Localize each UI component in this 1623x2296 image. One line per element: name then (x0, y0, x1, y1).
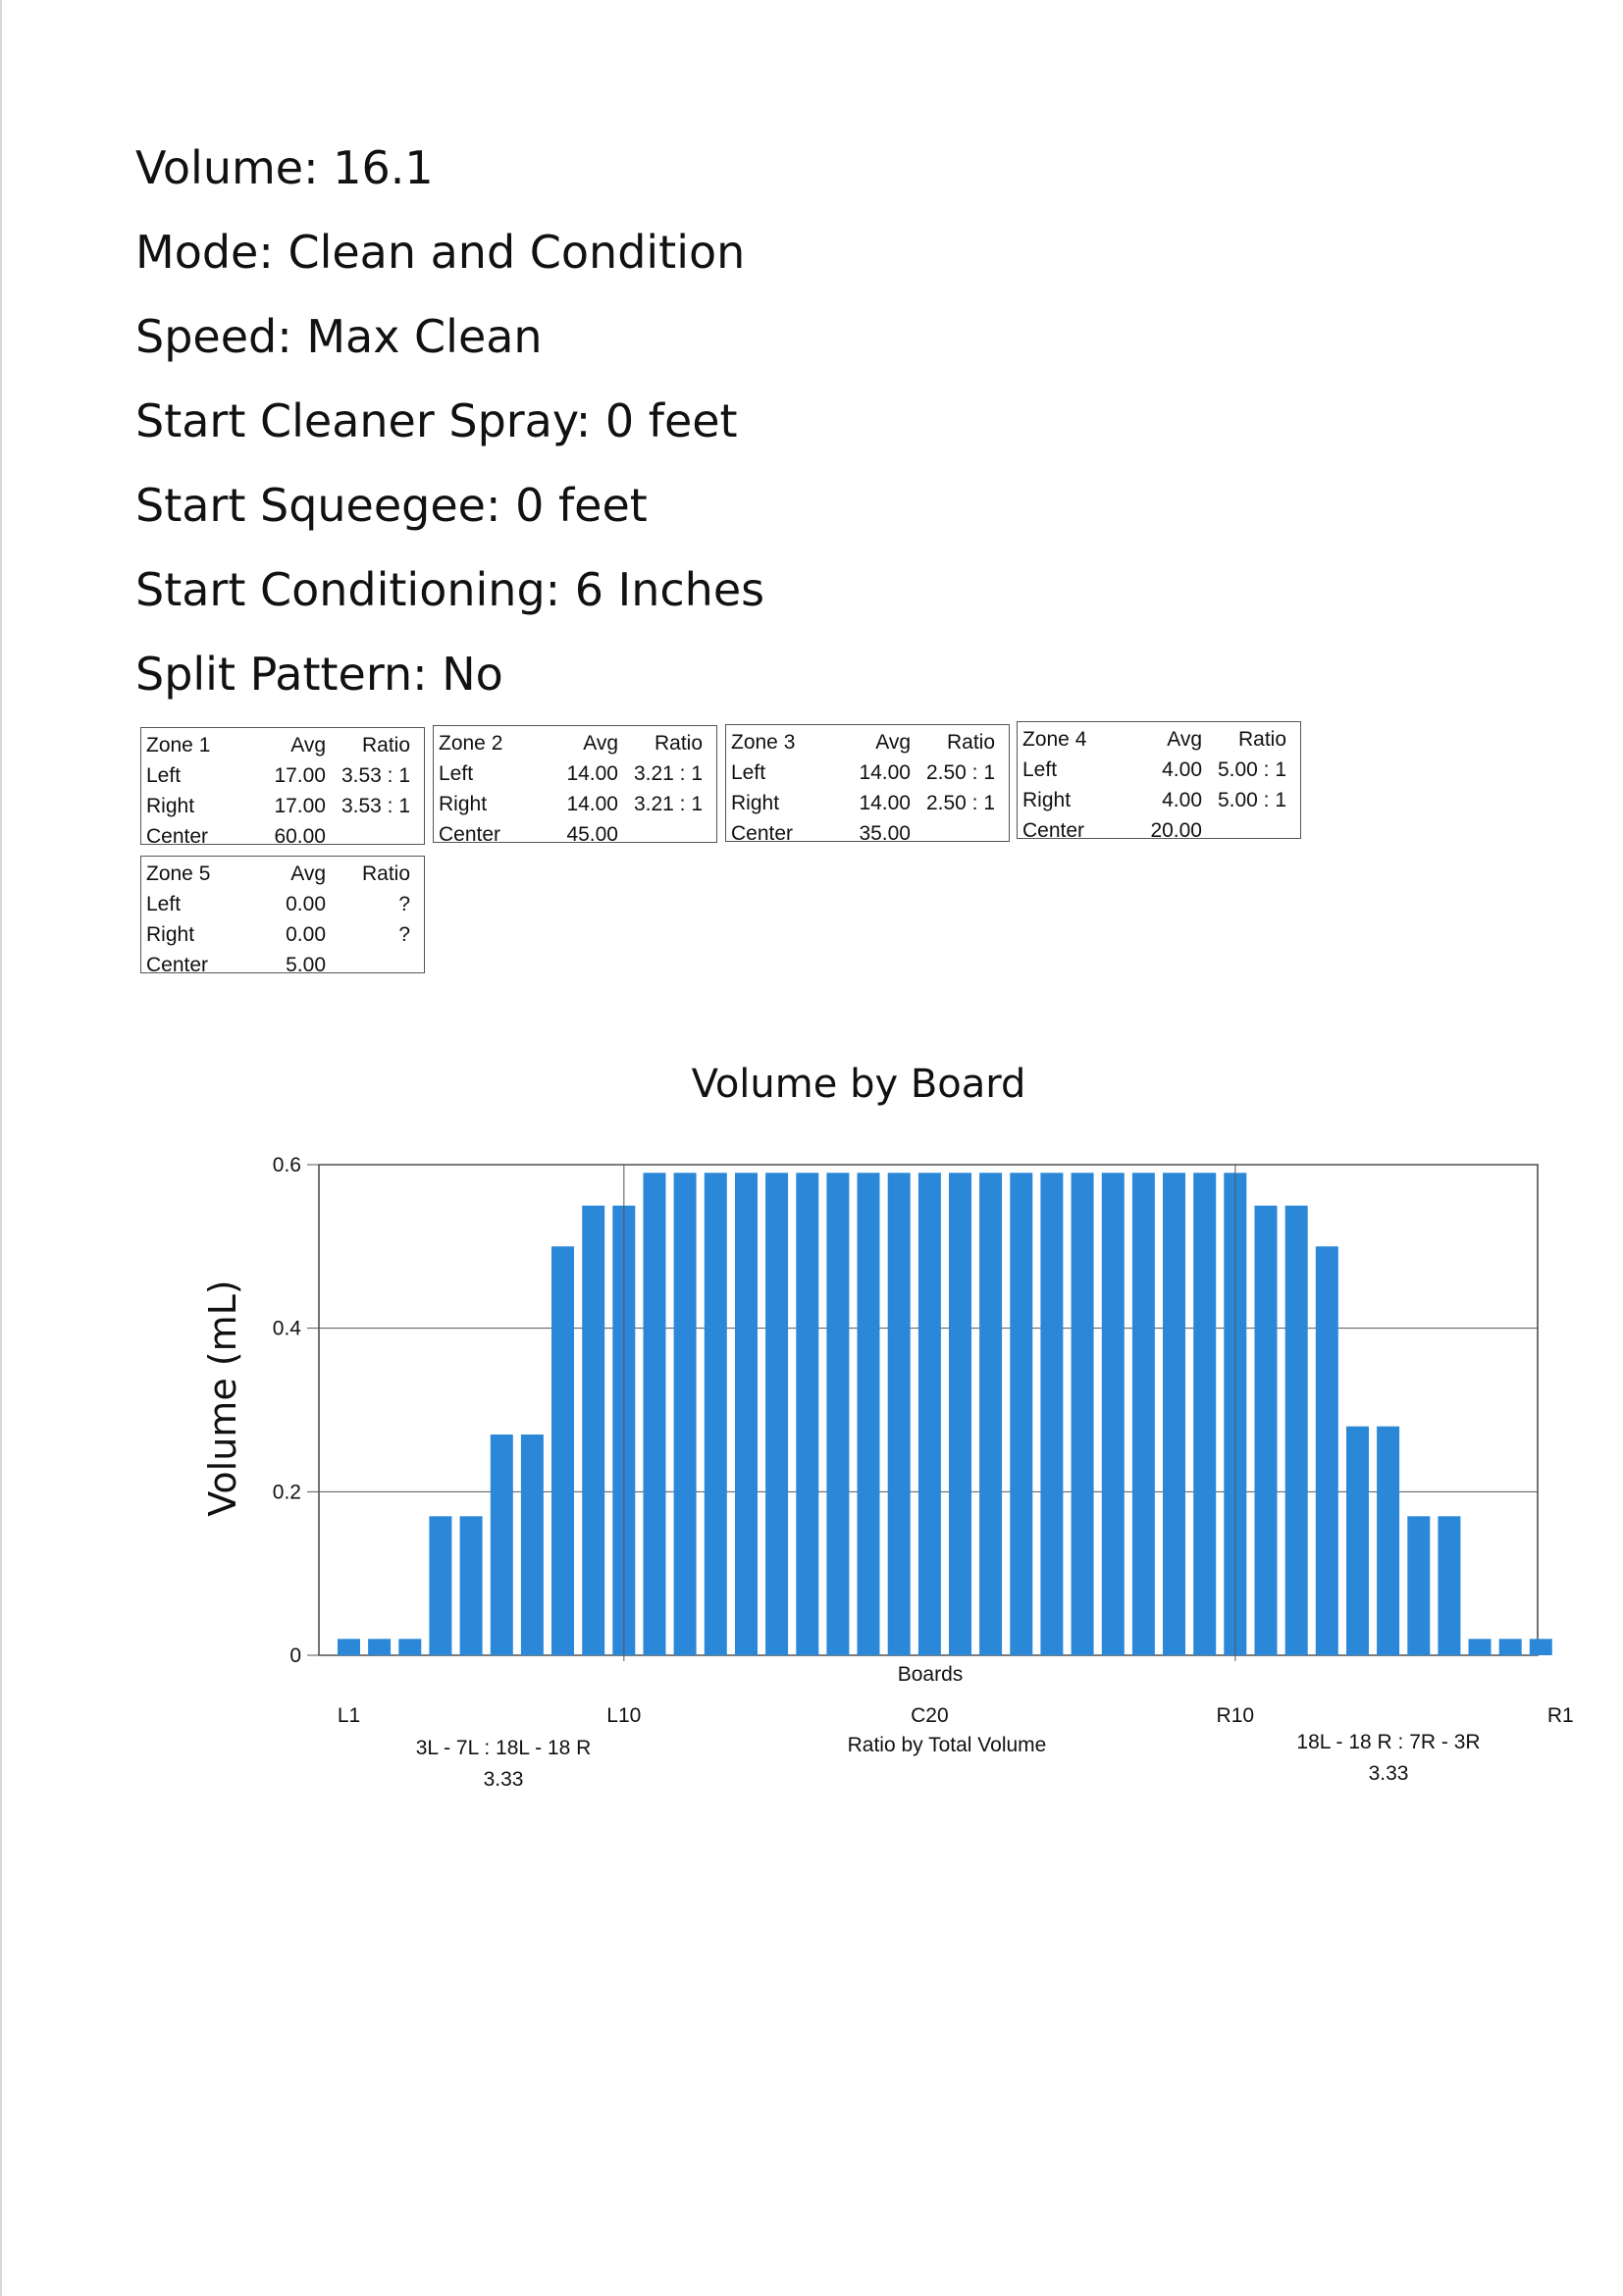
bar (1193, 1173, 1216, 1655)
zone-row-label: Center (731, 822, 794, 845)
ratio-header: Ratio (654, 732, 703, 755)
zone-table-2 (433, 725, 717, 846)
zone-row-label: Left (146, 893, 182, 915)
bar (1346, 1427, 1369, 1655)
zone-row-label: Center (146, 954, 209, 976)
zone-row-ratio: 3.21 : 1 (633, 793, 703, 815)
ratio-by-total-volume-label: Ratio by Total Volume (847, 1734, 1047, 1756)
ratio-header: Ratio (361, 862, 410, 885)
setting-cleaner-spray: Start Cleaner Spray: 0 feet (135, 394, 738, 447)
bar (858, 1173, 880, 1655)
zone-row-label: Right (146, 923, 195, 946)
zone-row-label: Center (1022, 819, 1085, 842)
bar (765, 1173, 788, 1655)
zone-table-5 (140, 856, 425, 976)
x-tick-label: C20 (911, 1704, 949, 1727)
zone-row-label: Left (1022, 758, 1058, 781)
zone-row-avg: 17.00 (274, 764, 326, 787)
zone-name: Zone 2 (439, 732, 503, 755)
zone-row-avg: 4.00 (1162, 789, 1202, 811)
zone-row-ratio: 2.50 : 1 (925, 792, 995, 814)
zone-row-ratio: 3.53 : 1 (340, 795, 410, 817)
bar (918, 1173, 941, 1655)
ratio-header: Ratio (361, 734, 410, 757)
bar (705, 1173, 727, 1655)
setting-conditioning: Start Conditioning: 6 Inches (135, 563, 765, 616)
bar (1102, 1173, 1125, 1655)
zone-row-avg: 5.00 (286, 954, 326, 976)
zone-row-avg: 20.00 (1150, 819, 1202, 842)
bar (521, 1435, 544, 1655)
zone-name: Zone 3 (731, 731, 796, 754)
y-axis-label: Volume (mL) (201, 1279, 244, 1517)
zone-row-label: Right (439, 793, 488, 815)
y-tick-label: 0 (289, 1644, 301, 1667)
zone-row-ratio: 5.00 : 1 (1217, 789, 1286, 811)
zone-row-avg: 14.00 (566, 793, 618, 815)
bar (429, 1516, 451, 1655)
zone-row-label: Left (439, 762, 474, 785)
bar (1132, 1173, 1155, 1655)
zone-row-label: Left (146, 764, 182, 787)
zone-row-avg: 0.00 (286, 923, 326, 946)
bar (1072, 1173, 1094, 1655)
zone-name: Zone 1 (146, 734, 211, 757)
bar (644, 1173, 666, 1655)
zone-row-avg: 17.00 (274, 795, 326, 817)
zone-row-ratio: 2.50 : 1 (925, 761, 995, 784)
bar (1530, 1639, 1552, 1655)
bar (674, 1173, 697, 1655)
zone-table-3 (725, 724, 1010, 845)
bar (796, 1173, 818, 1655)
bar (1407, 1516, 1430, 1655)
left-ratio-label: 3L - 7L : 18L - 18 R (415, 1737, 592, 1759)
bar (1316, 1246, 1338, 1655)
y-tick-label: 0.4 (272, 1317, 301, 1340)
zone-row-label: Right (1022, 789, 1072, 811)
zone-table-4 (1017, 721, 1301, 842)
ratio-header: Ratio (946, 731, 995, 754)
zone-row-avg: 0.00 (286, 893, 326, 915)
right-ratio-label: 18L - 18 R : 7R - 3R (1296, 1731, 1481, 1753)
bar (888, 1173, 911, 1655)
bar (551, 1246, 574, 1655)
bar (398, 1639, 421, 1655)
bar (1255, 1206, 1278, 1655)
zone-row-avg: 14.00 (566, 762, 618, 785)
bar (949, 1173, 971, 1655)
x-tick-label: L1 (337, 1704, 361, 1727)
bar (1469, 1639, 1492, 1655)
zone-row-avg: 14.00 (859, 761, 911, 784)
bar (1499, 1639, 1522, 1655)
zone-row-ratio: ? (398, 893, 410, 915)
bar (338, 1639, 360, 1655)
volume-by-board-chart (0, 1040, 1623, 1825)
bar (1285, 1206, 1308, 1655)
setting-split-pattern: Split Pattern: No (135, 648, 503, 701)
avg-header: Avg (1167, 728, 1202, 751)
bar (582, 1206, 604, 1655)
plot-area (273, 1154, 1574, 1727)
setting-mode: Mode: Clean and Condition (135, 226, 746, 279)
avg-header: Avg (290, 734, 326, 757)
zone-name: Zone 5 (146, 862, 211, 885)
x-tick-label: L10 (606, 1704, 642, 1727)
avg-header: Avg (583, 732, 618, 755)
zone-table-1 (140, 727, 425, 848)
zone-row-avg: 35.00 (859, 822, 911, 845)
bar (1438, 1516, 1460, 1655)
zone-row-ratio: 3.53 : 1 (340, 764, 410, 787)
bar (1010, 1173, 1032, 1655)
bar (826, 1173, 849, 1655)
zone-row-avg: 60.00 (274, 825, 326, 848)
zone-row-avg: 45.00 (566, 823, 618, 846)
setting-speed: Speed: Max Clean (135, 310, 543, 363)
right-ratio-value: 3.33 (1368, 1762, 1409, 1785)
bar (1377, 1427, 1399, 1655)
zone-name: Zone 4 (1022, 728, 1087, 751)
zone-row-ratio: ? (398, 923, 410, 946)
x-axis-label: Boards (897, 1663, 964, 1686)
zone-row-avg: 4.00 (1162, 758, 1202, 781)
settings-list (135, 126, 764, 716)
zone-row-label: Right (146, 795, 195, 817)
bar (1040, 1173, 1063, 1655)
left-ratio-value: 3.33 (483, 1768, 524, 1791)
avg-header: Avg (875, 731, 911, 754)
y-tick-label: 0.2 (272, 1481, 301, 1504)
bar (368, 1639, 391, 1655)
x-tick-label: R1 (1546, 1704, 1574, 1727)
x-tick-label: R10 (1216, 1704, 1255, 1727)
y-tick-label: 0.6 (272, 1154, 301, 1176)
bar (491, 1435, 513, 1655)
bar (460, 1516, 483, 1655)
zone-row-ratio: 3.21 : 1 (633, 762, 703, 785)
bar (1163, 1173, 1185, 1655)
zone-row-label: Center (439, 823, 501, 846)
bar (735, 1173, 758, 1655)
bar (979, 1173, 1002, 1655)
zone-row-label: Left (731, 761, 766, 784)
zone-row-ratio: 5.00 : 1 (1217, 758, 1286, 781)
chart-title: Volume by Board (691, 1062, 1026, 1107)
ratio-header: Ratio (1237, 728, 1286, 751)
zone-row-avg: 14.00 (859, 792, 911, 814)
zone-row-label: Right (731, 792, 780, 814)
setting-volume: Volume: 16.1 (135, 141, 434, 194)
zone-row-label: Center (146, 825, 209, 848)
avg-header: Avg (290, 862, 326, 885)
setting-squeegee: Start Squeegee: 0 feet (135, 479, 648, 532)
